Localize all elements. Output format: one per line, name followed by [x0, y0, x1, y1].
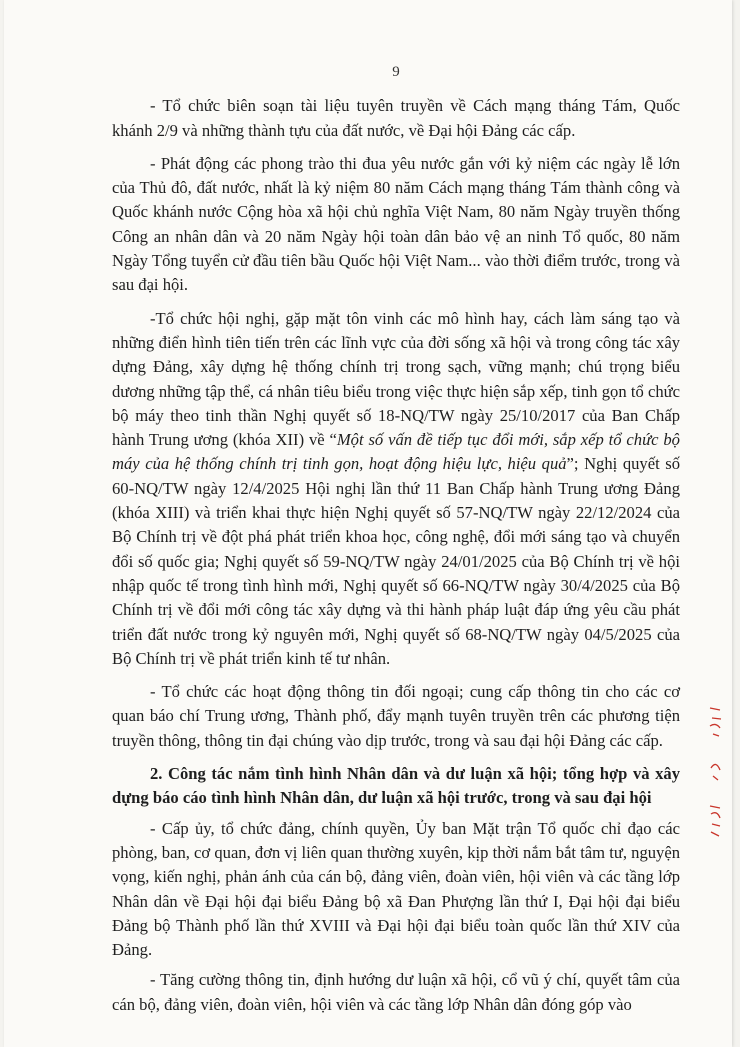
paragraph-emulation-movements: - Phát động các phong trào thi đua yêu nước gắn với kỷ niệm các ngày lễ lớn của Thủ đô, đất nước, nhất là kỷ niệm 80 năm Cách mạng tháng Tám thành công và Quốc khánh nước Cộng hòa xã hội chủ nghĩa Việt Nam, 80 năm Ngày truyền thống Công an nhân dân và 20 năm Ngày hội toàn dân bảo vệ an ninh Tổ quốc, 80 năm Ngày Tổng tuyển cử đầu tiên bầu Quốc hội Việt Nam... vào thời điểm trước, trong và sau đại hội. — [112, 153, 680, 295]
paragraph-information-orientation: - Tăng cường thông tin, định hướng dư luận xã hội, cổ vũ ý chí, quyết tâm của cán bộ, đảng viên, đoàn viên, hội viên và các tầng lớp Nhân dân đóng góp vào — [112, 970, 680, 1014]
paragraph-propaganda-materials: - Tổ chức biên soạn tài liệu tuyên truyền về Cách mạng tháng Tám, Quốc khánh 2/9 và những thành tựu của đất nước, về Đại hội Đảng các cấp. — [112, 96, 680, 140]
handwritten-marks — [704, 700, 726, 980]
resolution-title-italic: Một số vấn đề tiếp tục đổi mới, sắp xếp tổ chức bộ máy của hệ thống chính trị tinh gọn, hoạt động hiệu lực, hiệu quả — [112, 430, 680, 474]
paragraph-conferences-part-a: -Tổ chức hội nghị, gặp mặt tôn vinh các mô hình hay, cách làm sáng tạo và những điển hình tiên tiến trên các lĩnh vực của đời sống xã hội và trong công tác xây dựng Đảng, xây dựng hệ thống chính trị trong sạch, vững mạnh; chú trọng biểu dương những tập thể, cá nhân tiêu biểu trong việc thực hiện sắp xếp, tinh gọn tổ chức bộ máy theo tinh thần Nghị quyết số 18-NQ/TW ngày 25/10/2017 của Ban Chấp hành Trung ương (khóa XII) về “ — [112, 308, 680, 450]
page-number: 9 — [392, 64, 400, 80]
handwritten-margin-notes — [704, 700, 726, 983]
section-heading-2: 2. Công tác nắm tình hình Nhân dân và dư luận xã hội; tổng hợp và xây dựng báo cáo tình hình Nhân dân, dư luận xã hội trước, trong và sau đại hội — [112, 764, 680, 808]
page-content — [112, 60, 680, 1023]
paragraph-foreign-information: - Tổ chức các hoạt động thông tin đối ngoại; cung cấp thông tin cho các cơ quan báo chí Trung ương, Thành phố, đẩy mạnh tuyên truyền trên các phương tiện truyền thông, thông tin đại chúng vào dịp trước, trong và sau đại hội Đảng các cấp. — [112, 682, 680, 750]
paragraph-conferences — [112, 307, 680, 671]
paragraph-conferences-part-b: ”; Nghị quyết số 60-NQ/TW ngày 12/4/2025 Hội nghị lần thứ 11 Ban Chấp hành Trung ương Đảng (khóa XIII) và triển khai thực hiện Nghị quyết số 57-NQ/TW ngày 22/12/2024 của Bộ Chính trị về đột phá phát triển khoa học, công nghệ, đổi mới sáng tạo và chuyển đổi số quốc gia; Nghị quyết số 59-NQ/TW ngày 24/01/2025 của Bộ Chính trị về hội nhập quốc tế trong tình hình mới, Nghị quyết số 66-NQ/TW ngày 30/4/2025 của Bộ Chính trị về đổi mới công tác xây dựng và thi hành pháp luật đáp ứng yêu cầu phát triển đất nước trong kỷ nguyên mới, Nghị quyết số 68-NQ/TW ngày 04/5/2025 của Bộ Chính trị về phát triển kinh tế tư nhân. — [112, 454, 680, 668]
paragraph-public-opinion: - Cấp ủy, tổ chức đảng, chính quyền, Ủy ban Mặt trận Tổ quốc chỉ đạo các phòng, ban, cơ quan, đơn vị liên quan thường xuyên, kịp thời nắm bắt tâm tư, nguyện vọng, kiến nghị, phản ánh của cán bộ, đảng viên, đoàn viên, hội viên và các tầng lớp Nhân dân về Đại hội đại biểu Đảng bộ xã Đan Phượng lần thứ I, Đại hội đại biểu Đảng bộ Thành phố lần thứ XVIII và Đại hội đại biểu toàn quốc lần thứ XIV của Đảng. — [112, 818, 680, 960]
document-page — [4, 0, 732, 1047]
